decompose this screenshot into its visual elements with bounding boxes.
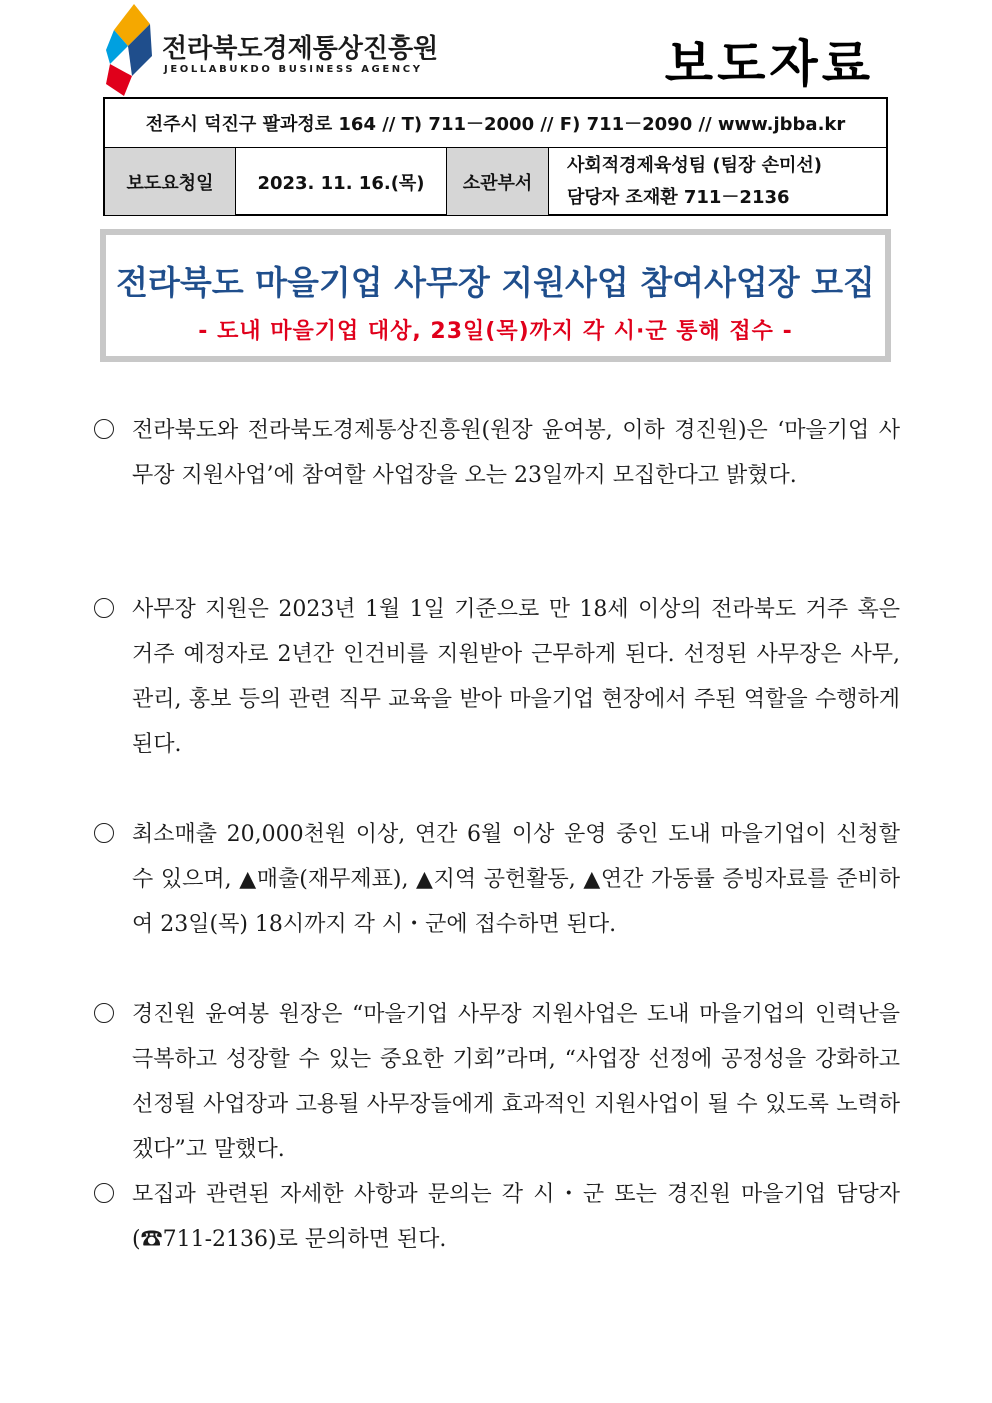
logo-mark-icon — [106, 4, 152, 96]
circle-bullet-icon — [94, 598, 114, 618]
org-name-en: JEOLLABUKDO BUSINESS AGENCY — [164, 64, 423, 75]
date-label: 보도요청일 — [105, 148, 236, 215]
contact-line: 전주시 덕진구 팔과정로 164 // T) 711－2000 // F) 711－2090 // www.jbba.kr — [105, 99, 886, 148]
org-name: 전라북도경제통상진흥원 — [162, 34, 439, 64]
paragraph-4 — [94, 992, 900, 1172]
headline-box — [100, 229, 891, 362]
dept-name: 사회적경제육성팀 (팀장 손미선) — [567, 154, 823, 176]
paragraph-text: 최소매출 20,000천원 이상, 연간 6월 이상 운영 중인 도내 마을기업이 신청할 수 있으며, ▲매출(재무제표), ▲지역 공헌활동, ▲연간 가동률 증빙자료를 준비하여 23일(목) 18시까지 각 시・군에 접수하면 된다. — [132, 822, 900, 937]
paragraph-text: 모집과 관련된 자세한 사항과 문의는 각 시・군 또는 경진원 마을기업 담당자(☎711-2136)로 문의하면 된다. — [132, 1182, 900, 1252]
paragraph-text: 전라북도와 전라북도경제통상진흥원(원장 윤여봉, 이하 경진원)은 ‘마을기업 사무장 지원사업’에 참여할 사업장을 오는 23일까지 모집한다고 밝혔다. — [132, 418, 900, 488]
headline-title: 전라북도 마을기업 사무장 지원사업 참여사업장 모집 — [116, 263, 875, 302]
dept-info — [549, 148, 886, 215]
release-info-row — [105, 148, 886, 215]
paragraph-2 — [94, 587, 900, 767]
press-info-table — [103, 97, 888, 216]
headline-subtitle: - 도내 마을기업 대상, 23일(목)까지 각 시·군 통해 접수 - — [198, 319, 793, 344]
paragraph-text: 사무장 지원은 2023년 1월 1일 기준으로 만 18세 이상의 전라북도 거주 혹은 거주 예정자로 2년간 인건비를 지원받아 근무하게 된다. 선정된 사무장은 사무, 관리, 홍보 등의 관련 직무 교육을 받아 마을기업 현장에서 주된 역할을 수행하게 된다. — [132, 597, 900, 757]
dept-contact: 담당자 조재환 711－2136 — [567, 186, 790, 208]
paragraph-1 — [94, 408, 900, 498]
org-logo — [106, 4, 439, 96]
paragraph-text: 경진원 윤여봉 원장은 “마을기업 사무장 지원사업은 도내 마을기업의 인력난을 극복하고 성장할 수 있는 중요한 기회”라며, “사업장 선정에 공정성을 강화하고 선정될 사업장과 고용될 사무장들에게 효과적인 지원사업이 될 수 있도록 노력하겠다”고 말했다. — [132, 1002, 900, 1162]
circle-bullet-icon — [94, 823, 114, 843]
dept-label: 소관부서 — [447, 148, 549, 215]
circle-bullet-icon — [94, 1003, 114, 1023]
date-value: 2023. 11. 16.(목) — [236, 148, 447, 215]
doc-type-title: 보도자료 — [664, 35, 874, 93]
circle-bullet-icon — [94, 1183, 114, 1203]
paragraph-3 — [94, 812, 900, 947]
paragraph-5 — [94, 1172, 900, 1262]
circle-bullet-icon — [94, 419, 114, 439]
